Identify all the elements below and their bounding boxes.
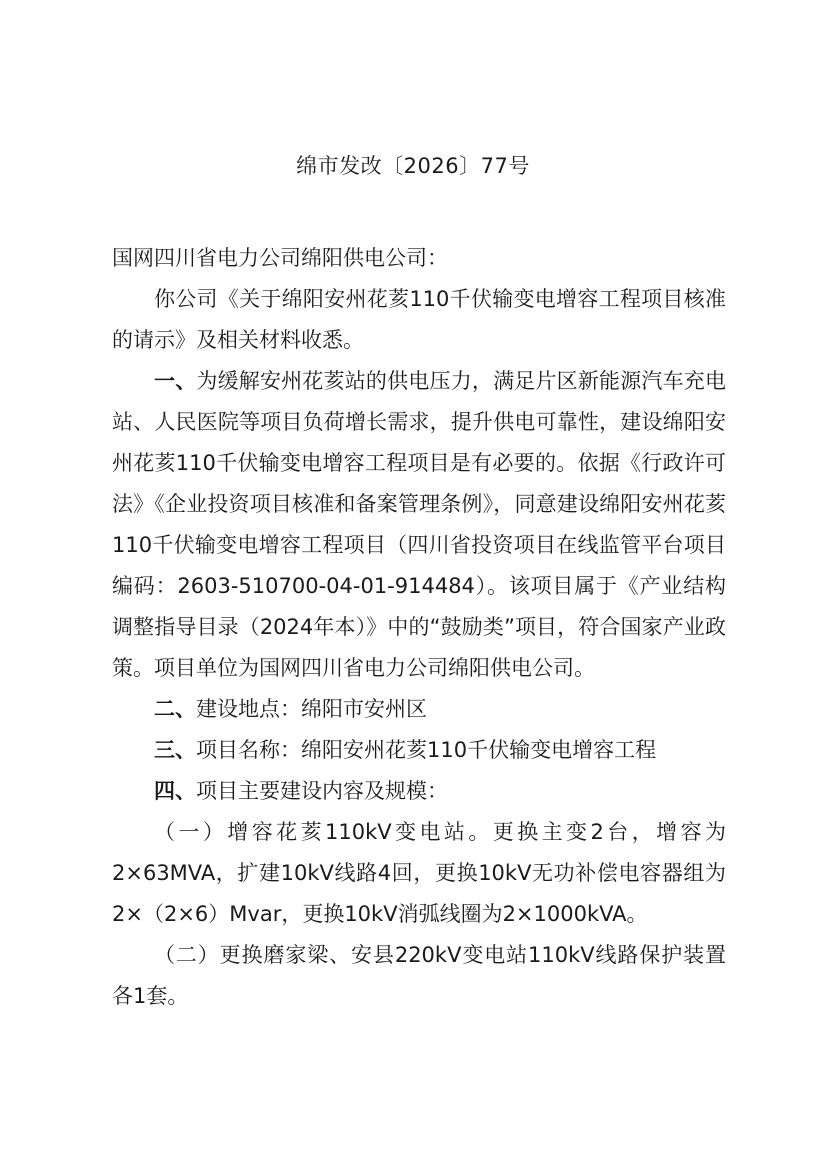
recipient-line: 国网四川省电力公司绵阳供电公司： (112, 246, 448, 270)
item-3-paragraph (112, 730, 726, 771)
item-3-text: 项目名称：绵阳安州花荄110千伏输变电增容工程 (196, 738, 657, 762)
sub-item-1-paragraph: （一）增容花荄110kV变电站。更换主变2台，增容为2×63MVA，扩建10kV线路4回，更换10kV无功补偿电容器组为2×（2×6）Mvar，更换10kV消弧线圈为2×1000kVA。 (112, 820, 726, 926)
item-2-paragraph (112, 689, 726, 730)
item-4-paragraph (112, 771, 726, 812)
document-body (112, 238, 726, 1017)
item-4-text: 项目主要建设内容及规模： (196, 779, 448, 803)
item-2-heading: 二、 (154, 697, 196, 721)
item-4-heading: 四、 (154, 779, 196, 803)
item-1-text: 为缓解安州花荄站的供电压力，满足片区新能源汽车充电站、人民医院等项目负荷增长需求，提升供电可靠性，建设绵阳安州花荄110千伏输变电增容工程项目是有必要的。依据《行政许可法》《企业投资项目核准和备案管理条例》，同意建设绵阳安州花荄110千伏输变电增容工程项目（四川省投资项目在线监管平台项目编码：2603-510700-04-01-914484）。该项目属于《产业结构调整指导目录（2024年本）》中的“鼓励类”项目，符合国家产业政策。项目单位为国网四川省电力公司绵阳供电公司。 (112, 369, 727, 680)
item-1-heading: 一、 (154, 369, 197, 393)
item-3-heading: 三、 (154, 738, 196, 762)
intro-paragraph: 你公司《关于绵阳安州花荄110千伏输变电增容工程项目核准的请示》及相关材料收悉。 (112, 287, 726, 352)
item-2-text: 建设地点：绵阳市安州区 (196, 697, 427, 721)
item-1-paragraph (112, 361, 726, 689)
sub-item-2-paragraph: （二）更换磨家梁、安县220kV变电站110kV线路保护装置各1套。 (112, 943, 726, 1008)
document-number: 绵市发改〔2026〕77号 (296, 154, 530, 178)
